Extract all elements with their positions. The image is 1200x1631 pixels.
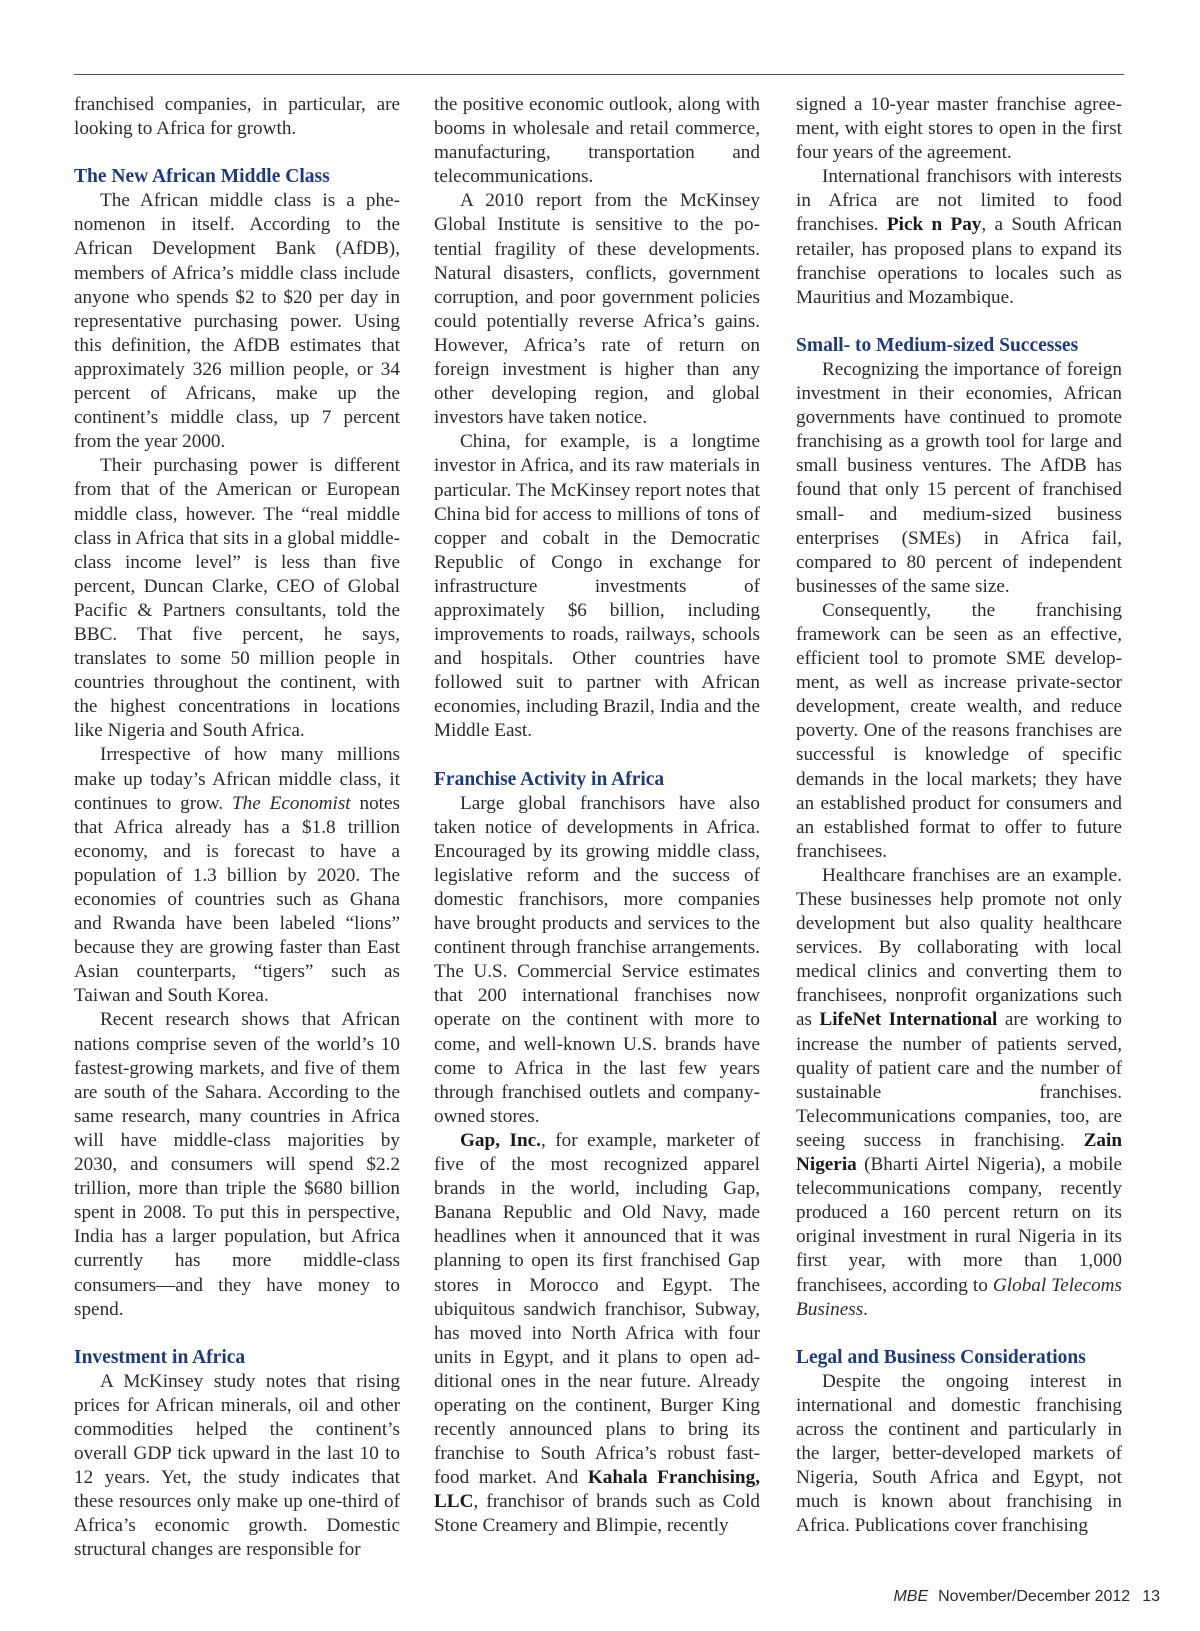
paragraph (434, 1129, 760, 1539)
paragraph (796, 864, 1122, 1322)
paragraph: Consequently, the franchising framework can be seen as an effective, efficient tool to promote SME development, as well as increase private-sector development, create wealth, and reduce poverty. One of the reasons franchises are successful is knowledge of specific demands in the local markets; they have an established product for consumers and an established format to offer to future franchisees. (796, 599, 1122, 862)
paragraph: signed a 10-year master franchise agreement, with eight stores to open in the first four years of the agreement. (796, 94, 1122, 164)
text-run: notes that Africa already has a $1.8 trillion economy, and is forecast to have a population of 1.3 billion by 2020. The economies of countries such as Ghana and Rwanda have been labeled “lions” because they are growing faster than East Asian counterparts, “tigers” such as Taiwan and South Korea. (74, 792, 400, 1007)
paragraph: Recognizing the importance of foreign investment in their economies, African governments have continued to promote franchising as a growth tool for large and small business ventures. The AfDB has found that only 15 percent of franchised small- and medium-sized business enterprises (SMEs) in Africa fail, compared to 80 percent of independent businesses of the same size. (796, 358, 1122, 597)
heading-franchise-activity: Franchise Activity in Africa (434, 768, 665, 790)
column-1 (74, 93, 400, 1563)
text-run: (Bharti Airtel Nigeria), a mobile telecommunications company, recently produced a 160 percent return on its original investment in rural Nigeria in its first year, with more than 1,000 franchisees, according to (796, 1154, 1122, 1296)
paragraph: Their purchasing power is different from that of the American or European middle class, however. The “real middle class in Africa that sits in a global middle-class income level” is less than five percent, Duncan Clarke, CEO of Global Pacific & Partners consultants, told the BBC. That five percent, he says, translates to some 50 million people in countries throughout the continent, with the highest concentrations in locations like Nigeria and South Africa. (74, 455, 400, 742)
magazine-name: MBE (893, 1588, 929, 1605)
column-2 (434, 93, 760, 1539)
paragraph: China, for example, is a longtime investor in Africa, and its raw materials in particular. The McKinsey report notes that China bid for access to millions of tons of copper and cobalt in the Democratic Republic of Congo in exchange for infrastructure investments of approximately $6 billion, including improvements to roads, railways, schools and hospitals. Other countries have followed suit to partner with African economies, including Brazil, India and the Middle East. (434, 431, 760, 742)
company-name: Kahala Franchising, LLC (434, 1467, 760, 1513)
heading-small-medium: Small- to Medium-sized Successes (796, 334, 1079, 356)
paragraph: the positive economic outlook, along with booms in wholesale and retail commerce, manufacturing, transportation and telecommunications. (434, 94, 760, 188)
paragraph: Large global franchisors have also taken notice of developments in Africa. Encouraged by its growing middle class, legislative reform and the success of domestic franchisors, more companies have brought products and services to the continent through franchise arrangements. The U.S. Commercial Service estimates that 200 international franchises now operate on the continent with more to come, and well-known U.S. brands have come to Africa in the last few years through franchised outlets and company-owned stores. (434, 792, 760, 1127)
paragraph: A 2010 report from the McKinsey Global Institute is sensitive to the potential fragility of these developments. Natural disasters, conflicts, government corruption, and poor government policies could potentially reverse Africa’s gains. However, Africa’s rate of return on foreign investment is higher than any other developing region, and global investors have taken notice. (434, 190, 760, 429)
company-name: LifeNet International (819, 1009, 998, 1031)
text-run: , a South African retailer, has proposed plans to expand its franchise operations to locales such as Mauritius and Mozambique. (796, 214, 1122, 308)
text-run: International franchisors with interests in Africa are not limited to food franchises. (796, 166, 1122, 236)
text-run: are working to increase the number of patients served, quality of patient care and the number of sustainable franchises. Telecommunications companies, too, are seeing success in franchising. (796, 1009, 1122, 1151)
paragraph: A McKinsey study notes that rising prices for African minerals, oil and other commodities helped the continent’s overall GDP tick upward in the last 10 to 12 years. Yet, the study indicates that these resources only make up one-third of Africa’s economic growth. Domestic structural changes are responsible for (74, 1370, 400, 1561)
column-3 (796, 93, 1122, 1538)
issue-date: November/December 2012 (938, 1588, 1131, 1605)
paragraph (796, 165, 1122, 310)
heading-legal: Legal and Business Considerations (796, 1346, 1086, 1368)
text-run: Healthcare franchises are an example. These businesses help promote not only development but also quality healthcare services. By collaborating with local medical clinics and converting them to franchisees, nonprofit organizations such as (796, 864, 1122, 1031)
paragraph: The African middle class is a phenomenon in itself. According to the African Development Bank (AfDB), members of Africa’s middle class include anyone who spends $2 to $20 per day in representative purchasing power. Using this definition, the AfDB estimates that approximately 326 million people, or 34 percent of Africans, make up the continent’s middle class, up 7 percent from the year 2000. (74, 190, 400, 453)
page-number: 13 (1142, 1588, 1160, 1605)
paragraph-intro: franchised companies, in particular, are looking to Africa for growth. (74, 94, 400, 140)
publication-title: Global Telecoms Business (796, 1274, 1122, 1320)
text-run: Irrespective of how many millions make up today’s African middle class, it continues to grow. (74, 744, 400, 814)
text-run: , for example, marketer of five of the most recognized apparel brands in the world, including Gap, Banana Republic and Old Navy, made headlines when it announced that it was planning to open its first franchised Gap stores in Morocco and Egypt. The ubiquitous sandwich franchisor, Subway, has moved into North Africa with four units in Egypt, and it plans to open additional ones in the near future. Already operating on the continent, Burger King recently announced plans to bring its franchise to South Africa’s robust fast-food market. And (434, 1129, 760, 1489)
paragraph: Despite the ongoing interest in international and domestic franchising across the continent and particularly in the larger, better-developed markets of Nigeria, South Africa and Egypt, not much is known about franchising in Africa. Publications cover franchising (796, 1370, 1122, 1537)
page-folio (893, 1588, 1160, 1606)
paragraph: Recent research shows that African nations comprise seven of the world’s 10 fastest-growing markets, and five of them are south of the Sahara. According to the same research, many countries in Africa will have middle-class majorities by 2030, and consumers will spend $2.2 trillion, more than triple the $680 billion spent in 2008. To put this in perspective, India has a larger population, but Africa currently has more middle-class consumers—and they have money to spend. (74, 1009, 400, 1320)
company-name: Pick n Pay (886, 214, 982, 236)
top-rule (74, 74, 1124, 75)
heading-investment: Investment in Africa (74, 1346, 246, 1368)
text-run: . (863, 1298, 868, 1320)
publication-title: The Economist (232, 792, 351, 814)
text-run: , franchisor of brands such as Cold Stone Creamery and Blimpie, recently (434, 1491, 760, 1537)
company-name: Gap, Inc. (460, 1129, 541, 1151)
paragraph (74, 743, 400, 1008)
heading-middle-class: The New African Middle Class (74, 166, 330, 188)
company-name: Zain Nigeria (796, 1129, 1122, 1176)
